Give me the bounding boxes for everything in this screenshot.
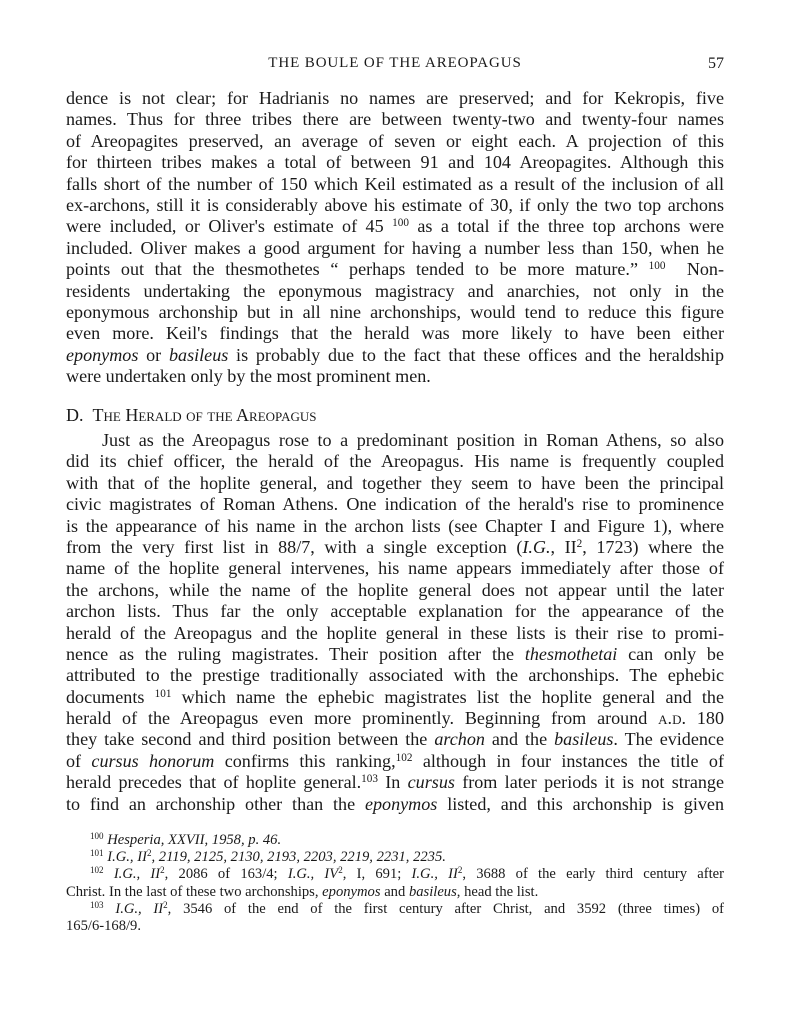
text-run: confirms this ranking, xyxy=(224,750,396,771)
text-line: name of the hoplite general intervenes, his name appears immediately after those of xyxy=(66,558,724,579)
text-run: , II xyxy=(550,536,577,557)
text-run: although in four instances the title of xyxy=(422,750,724,771)
footnote-text: , 3688 of the early third century after xyxy=(462,866,724,883)
era-abbreviation: a.d. xyxy=(658,708,686,729)
section-title: The Herald of the Areopagus xyxy=(92,405,317,425)
text-line: dence is not clear; for Hadrianis no names are preserved; and for Kekropis, five xyxy=(66,88,724,108)
text-run: from later periods it is not strange xyxy=(462,772,725,793)
footnote-100 xyxy=(66,832,724,849)
footnote-text: I.G., II xyxy=(411,866,458,883)
text-italic: basileus xyxy=(168,344,229,365)
footnote-number: 101 xyxy=(90,848,104,859)
text-run: which name the ephebic magistrates list the hoplite general and the xyxy=(181,686,724,707)
text-run: herald of the Areopagus even more prominently. Beginning from around xyxy=(66,708,648,729)
text-line xyxy=(66,216,724,237)
text-line: civic magistrates of Roman Athens. One indication of the herald's rise to prominence xyxy=(66,494,724,515)
text-line: the archons, while the name of the hoplite general does not appear until the later xyxy=(66,579,724,600)
text-italic: cursus xyxy=(407,772,455,793)
superscript: 2 xyxy=(163,899,168,910)
footnote-text: Christ. In the last of these two archonships, xyxy=(66,883,319,900)
text-line xyxy=(66,537,724,558)
text-line: is the appearance of his name in the archon lists (see Chapter I and Figure 1), where xyxy=(66,515,724,536)
footnote-text: and xyxy=(384,883,406,900)
text-line: did its chief officer, the herald of the Areopagus. His name is frequently coupled xyxy=(66,451,724,472)
text-run: Non- xyxy=(686,259,724,280)
text-line xyxy=(66,687,724,708)
footnote-103-continued: 165/6-168/9. xyxy=(66,917,141,934)
text-line: even more. Keil's findings that the herald was more likely to have been either xyxy=(66,323,724,344)
text-line xyxy=(66,794,724,815)
footnote-text: basileus xyxy=(408,883,457,900)
footnote-ref: 101 xyxy=(154,687,172,700)
paragraph-continued xyxy=(66,88,724,387)
text-run: documents xyxy=(66,686,145,707)
text-run: from the very first list in 88/7, with a single exception ( xyxy=(66,536,523,557)
text-italic: basileus xyxy=(554,729,614,750)
footnote-text: , head the list. xyxy=(456,883,539,900)
footnote-101 xyxy=(66,849,724,866)
footnote-number: 100 xyxy=(90,831,104,842)
footnote-text: , I, 691; xyxy=(342,866,412,883)
text-run: . The evidence xyxy=(613,729,724,750)
footnote-102-continued xyxy=(66,884,724,901)
footnote-text: I.G., II xyxy=(107,849,147,866)
text-run: herald precedes that of hoplite general. xyxy=(66,772,362,793)
text-run: can only be xyxy=(628,643,725,664)
superscript: 2 xyxy=(576,537,583,550)
footnote-103 xyxy=(66,901,724,918)
footnote-ref: 102 xyxy=(395,751,413,764)
text-italic: archon xyxy=(434,729,485,750)
text-italic: eponymos xyxy=(66,344,139,365)
footnote-text: I.G., II xyxy=(115,900,164,917)
text-line xyxy=(66,708,724,729)
footnote-text: , 3546 of the end of the first century after Christ, and 3592 (three times) of xyxy=(167,900,724,917)
section-letter: D. xyxy=(66,405,84,425)
section-heading xyxy=(66,403,724,427)
text-line xyxy=(66,345,724,366)
footnote-text: , 2119, 2125, 2130, 2193, 2203, 2219, 2231, 2235. xyxy=(151,849,446,866)
text-run: or xyxy=(146,344,162,365)
text-line xyxy=(66,772,724,793)
footnote-number: 103 xyxy=(90,899,104,910)
page-number: 57 xyxy=(708,55,724,72)
footnote-ref: 100 xyxy=(392,217,409,230)
footnote-ref: 100 xyxy=(648,259,666,272)
text-line: were undertaken only by the most prominent men. xyxy=(66,366,431,387)
text-line: herald of the Areopagus and the hoplite general in these lists is their rise to promi- xyxy=(66,622,724,643)
footnote-text: Hesperia, XXVII, 1958, p. 46. xyxy=(107,832,282,848)
text-run: listed, and this archonship is given xyxy=(447,793,725,814)
footnotes xyxy=(66,832,724,935)
text-line: with that of the hoplite general, and together they seem to have been the principal xyxy=(66,472,724,493)
text-run: , 1723) where the xyxy=(582,536,724,557)
text-line: Just as the Areopagus rose to a predominant position in Roman Athens, so also xyxy=(102,430,724,450)
footnote-number: 102 xyxy=(90,865,104,876)
footnote-text: I.G., IV xyxy=(287,866,339,883)
footnote-text: eponymos xyxy=(322,883,381,900)
footnote-102 xyxy=(66,866,724,883)
text-line: falls short of the number of 150 which Keil estimated as a result of the inclusion of all xyxy=(66,173,724,194)
section-heading-line xyxy=(66,403,724,427)
text-line: for thirteen tribes makes a total of between 91 and 104 Areopagites. Although this xyxy=(66,152,724,173)
text-line: residents undertaking the eponymous magistracy and anarchies, not only in the xyxy=(66,280,724,301)
text-italic: I.G. xyxy=(522,536,551,557)
running-title: THE BOULE OF THE AREOPAGUS xyxy=(268,55,522,71)
superscript: 2 xyxy=(160,865,165,876)
text-run: points out that the thesmothetes “ perhaps tended to be more mature.” xyxy=(66,259,638,280)
paragraph-herald xyxy=(66,430,724,815)
superscript: 2 xyxy=(457,865,463,876)
text-line xyxy=(66,644,724,665)
footnote-text: I.G., II xyxy=(113,866,161,883)
text-run: and the xyxy=(491,729,548,750)
text-line: included. Oliver makes a good argument for having a number less than 150, when he xyxy=(66,237,724,258)
text-line: ex-archons, still it is considerably above his estimate of 30, if only the two top archons xyxy=(66,194,724,215)
text-run: nence as the ruling magistrates. Their position after the xyxy=(66,643,515,664)
text-run: they take second and third position between the xyxy=(66,729,428,750)
superscript: 2 xyxy=(338,865,343,876)
text-line: eponymous archonship but in all nine archonships, would tend to reduce this figure xyxy=(66,301,724,322)
text-run: In xyxy=(385,772,401,793)
text-line: archon lists. Thus far the only acceptable explanation for the appearance of the xyxy=(66,601,724,622)
text-run: of xyxy=(66,750,82,771)
text-line: attributed to the prestige traditionally associated with the archonships. The ephebic xyxy=(66,665,724,686)
footnote-ref: 103 xyxy=(361,773,378,786)
text-run: as a total if the three top archons were xyxy=(417,216,724,237)
text-italic: eponymos xyxy=(364,793,438,814)
text-run: to find an archonship other than the xyxy=(66,793,356,814)
text-italic: cursus honorum xyxy=(91,750,215,771)
text-line: of Areopagites preserved, an average of seven or eight each. A projection of this xyxy=(66,130,724,151)
text-italic: thesmothetai xyxy=(524,643,618,664)
running-head xyxy=(66,55,724,75)
text-line: names. Thus for three tribes there are between twenty-two and twenty-four names xyxy=(66,109,724,130)
footnote-text: , 2086 of 163/4; xyxy=(164,866,288,883)
text-run: were included, or Oliver's estimate of 45 xyxy=(66,216,384,237)
text-line xyxy=(66,259,724,280)
text-run: is probably due to the fact that these offices and the heraldship xyxy=(236,344,724,365)
text-run: 180 xyxy=(696,708,724,729)
superscript: 2 xyxy=(146,848,152,859)
text-line xyxy=(66,751,724,772)
text-line xyxy=(66,729,724,750)
